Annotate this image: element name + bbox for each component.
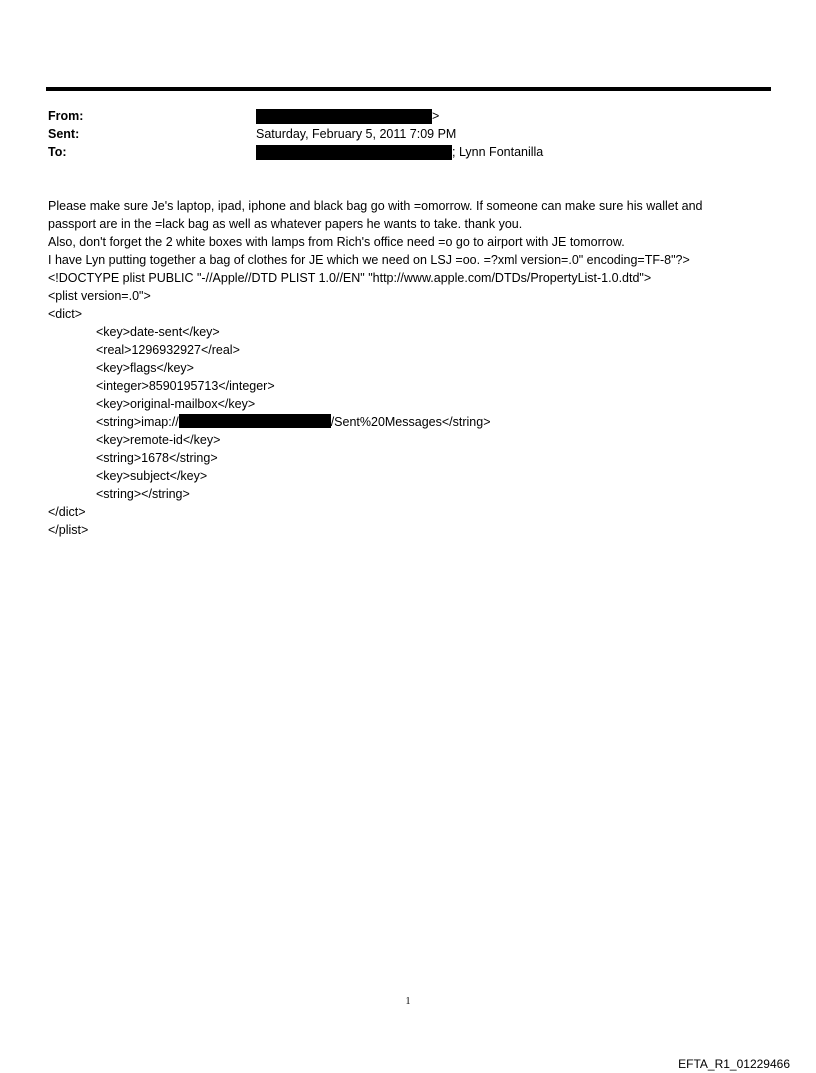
dict-entry: <key>remote-id</key>: [96, 433, 221, 447]
from-row: [48, 107, 768, 125]
email-body: [48, 197, 778, 539]
dict-close-line: </dict>: [48, 505, 86, 519]
to-suffix: ; Lynn Fontanilla: [452, 145, 544, 159]
body-line: I have Lyn putting together a bag of clothes for JE which we need on LSJ =oo. =?xml version=.0" encoding=TF-8"?>: [48, 253, 690, 267]
dict-entry: <string>1678</string>: [96, 451, 218, 465]
document-id: EFTA_R1_01229466: [678, 1057, 790, 1071]
plist-close-line: </plist>: [48, 523, 89, 537]
dict-entry: <integer>8590195713</integer>: [96, 379, 275, 393]
redaction-block: [256, 109, 432, 124]
plist-open-line: <plist version=.0">: [48, 289, 151, 303]
to-value: [256, 143, 543, 161]
dict-open-line: <dict>: [48, 307, 83, 321]
header-divider: [46, 87, 771, 91]
dict-entry: <key>original-mailbox</key>: [96, 397, 256, 411]
sent-row: [48, 125, 768, 143]
page-number: 1: [405, 996, 411, 1007]
dict-entry: <key>date-sent</key>: [96, 325, 220, 339]
body-line: Also, don't forget the 2 white boxes with lamps from Rich's office need =o go to airport with JE tomorrow.: [48, 235, 625, 249]
from-label: From:: [48, 109, 84, 123]
dict-entry: <real>1296932927</real>: [96, 343, 240, 357]
dict-entry: <key>subject</key>: [96, 469, 208, 483]
to-row: [48, 143, 768, 161]
doctype-line: <!DOCTYPE plist PUBLIC "-//Apple//DTD PLIST 1.0//EN" "http://www.apple.com/DTDs/PropertyList-1.0.dtd">: [48, 271, 652, 285]
sent-label: Sent:: [48, 127, 80, 141]
redaction-block: [179, 414, 331, 428]
imap-string-line: [48, 413, 778, 431]
redaction-block: [256, 145, 452, 160]
from-value: [256, 107, 439, 125]
dict-entry: <key>flags</key>: [96, 361, 194, 375]
body-line: Please make sure Je's laptop, ipad, iphone and black bag go with =omorrow. If someone can make sure his wallet and: [48, 199, 703, 213]
imap-suffix: /Sent%20Messages</string>: [330, 415, 491, 429]
to-label: To:: [48, 145, 67, 159]
sent-value: Saturday, February 5, 2011 7:09 PM: [256, 127, 457, 141]
email-header: [48, 107, 768, 161]
from-suffix: >: [432, 109, 440, 123]
body-line: passport are in the =lack bag as well as whatever papers he wants to take. thank you.: [48, 217, 523, 231]
dict-entry: <string></string>: [96, 487, 190, 501]
imap-prefix: <string>imap://: [96, 415, 179, 429]
